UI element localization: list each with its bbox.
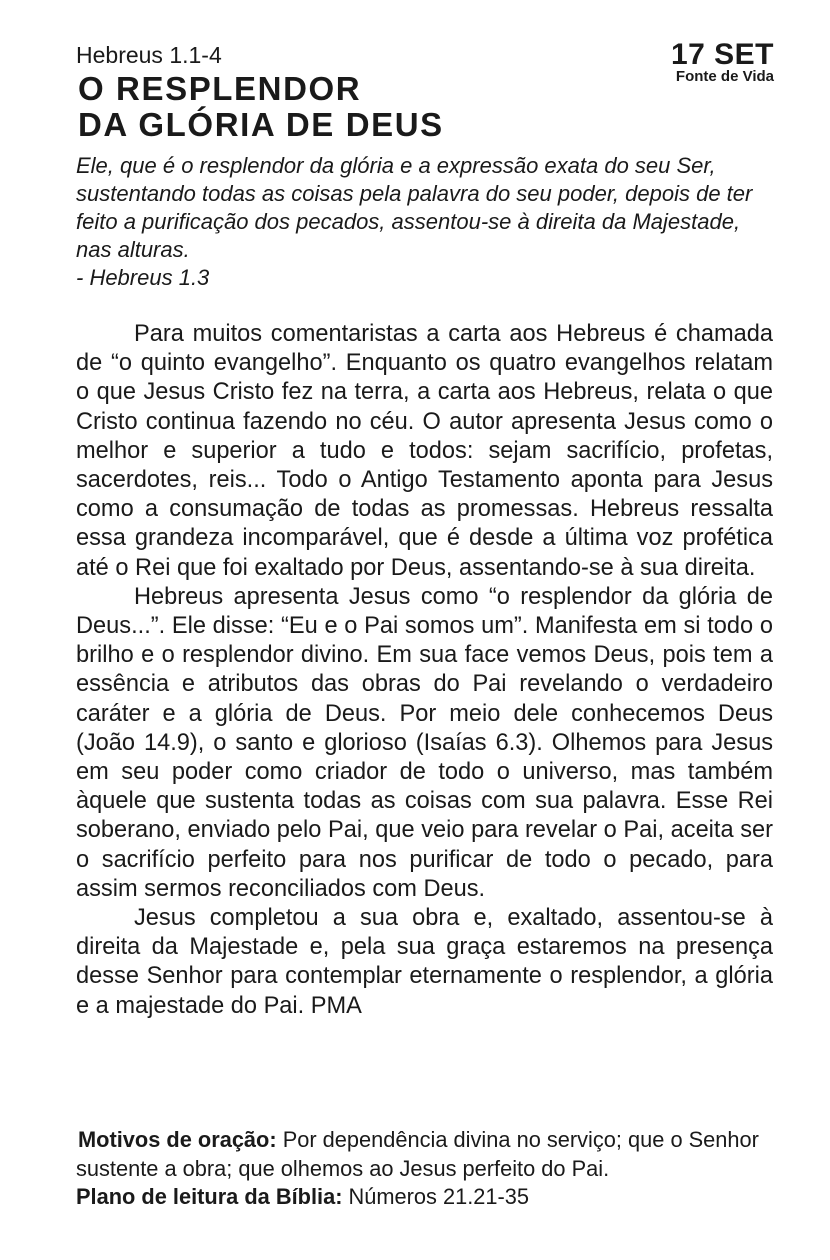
header xyxy=(76,38,774,146)
prayer-label: Motivos de oração: xyxy=(78,1127,283,1152)
prayer-motives xyxy=(76,1126,776,1183)
title-line-2: DA GLÓRIA DE DEUS xyxy=(78,106,444,143)
epigraph-citation: - Hebreus 1.3 xyxy=(76,265,210,290)
epigraph xyxy=(76,152,756,292)
reading-plan xyxy=(76,1183,776,1212)
body-text xyxy=(76,320,773,1021)
reading-text: Números 21.21-35 xyxy=(348,1184,530,1209)
reading-label: Plano de leitura da Bíblia: xyxy=(76,1184,349,1209)
page-title xyxy=(78,71,444,143)
epigraph-text: Ele, que é o resplendor da glória e a expressão exata do seu Ser, sustentando todas as coisas pela palavra do seu poder, depois de ter feito a purificação dos pecados, assentou-se à direita da Majestade, nas alturas. xyxy=(76,153,753,262)
devotional-page xyxy=(76,38,774,1021)
date-block xyxy=(671,40,774,85)
title-line-1: O RESPLENDOR xyxy=(78,70,362,107)
date-label: 17 SET xyxy=(670,38,774,71)
paragraph: Jesus completou a sua obra e, exaltado, assentou-se à direita da Majestade e, pela sua graça estaremos na presença desse Senhor para contemplar eternamente o resplendor, a glória e a majestade do Pai. PMA xyxy=(76,905,773,1019)
prayer-text: Por dependência divina no serviço; que o Senhor sustente a obra; que olhemos ao Jesus perfeito do Pai. xyxy=(76,1127,759,1181)
scripture-reference: Hebreus 1.1-4 xyxy=(76,42,222,68)
footer xyxy=(76,1126,776,1212)
source-label: Fonte de Vida xyxy=(675,68,774,85)
paragraph: Hebreus apresenta Jesus como “o resplendor da glória de Deus...”. Ele disse: “Eu e o Pai somos um”. Manifesta em si todo o brilho e o resplendor divino. Em sua face vemos Deus, pois tem a essência e atributos das obras do Pai revelando o verdadeiro caráter e a glória de Deus. Por meio dele conhecemos Deus (João 14.9), o santo e glorioso (Isaías 6.3). Olhemos para Jesus em seu poder como criador de todo o universo, mas também àquele que sustenta todas as coisas com sua palavra. Esse Rei soberano, enviado pelo Pai, que veio para revelar o Pai, aceita ser o sacrifício perfeito para nos purificar de todo o pecado, para assim sermos reconciliados com Deus. xyxy=(76,583,773,902)
paragraph: Para muitos comentaristas a carta aos Hebreus é chamada de “o quinto evangelho”. Enquanto os quatro evangelhos relatam o que Jesus Cristo fez na terra, a carta aos Hebreus, relata o que Cristo continua fazendo no céu. O autor apresenta Jesus como o melhor e superior a tudo e todos: sejam sacrifício, profetas, sacerdotes, reis... Todo o Antigo Testamento aponta para Jesus como a consumação de todas as promessas. Hebreus ressalta essa grandeza incomparável, que é desde a última voz profética até o Rei que foi exaltado por Deus, assentando-se à sua direita. xyxy=(76,321,773,581)
